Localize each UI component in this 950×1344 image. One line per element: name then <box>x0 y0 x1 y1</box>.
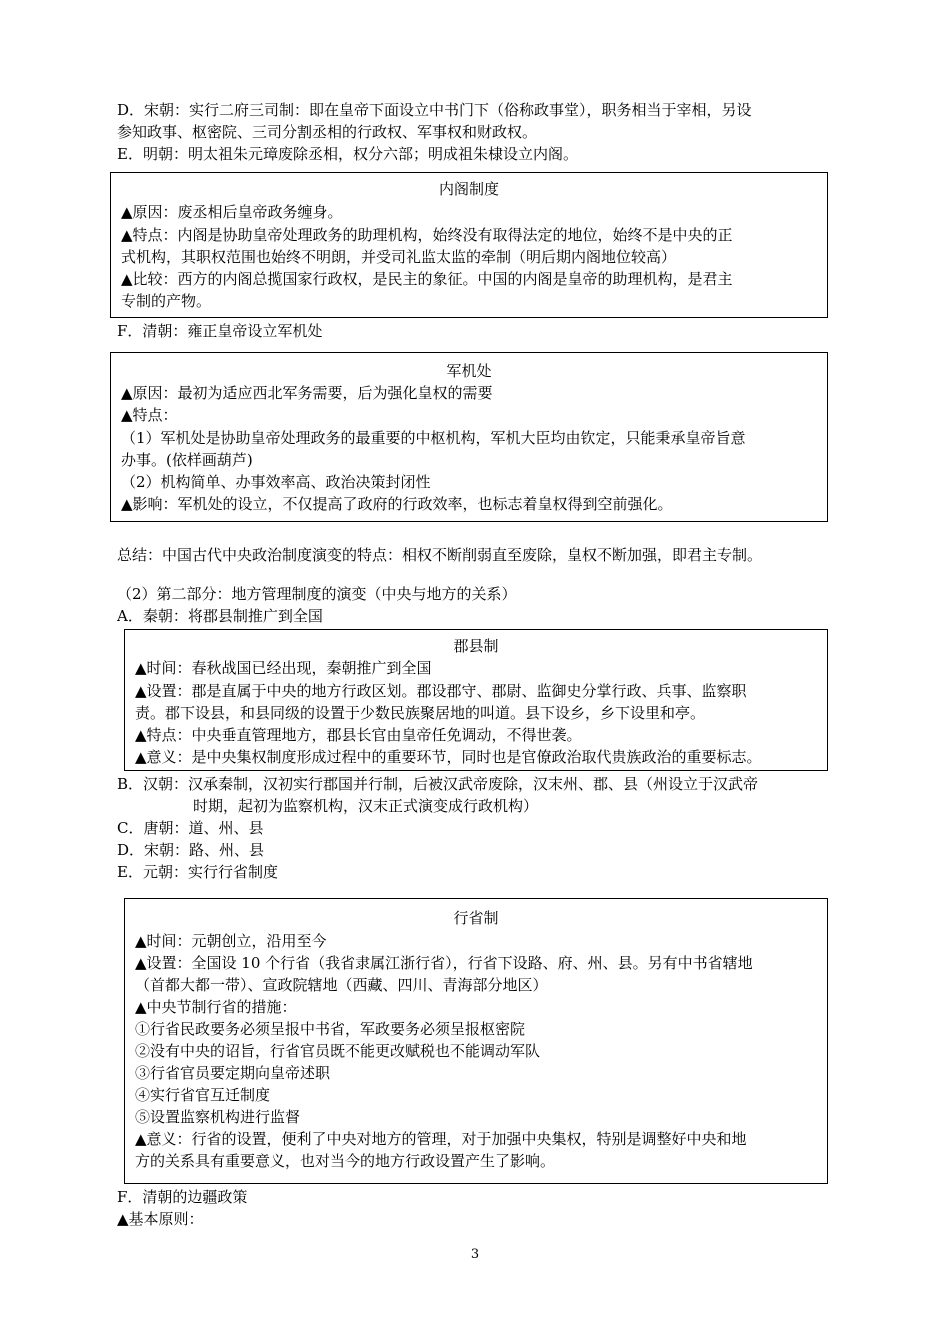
box-junjichu-line: （2）机构简单、办事效率高、政治决策封闭性 <box>121 473 431 491</box>
box-junxian-title: 郡县制 <box>453 637 499 655</box>
box-neige-line: 专制的产物。 <box>121 292 212 310</box>
box-xingsheng-title: 行省制 <box>453 909 499 927</box>
box-junjichu-line: 办事。(依样画葫芦) <box>121 451 253 469</box>
text-basic-principle: ▲基本原则： <box>117 1210 204 1228</box>
text-tang-line: C．唐朝：道、州、县 <box>117 819 264 837</box>
box-junxian-line: 责。郡下设县，和县同级的设置于少数民族聚居地的叫道。县下设乡，乡下设里和亭。 <box>135 704 706 722</box>
box-junjichu-line: ▲特点： <box>121 406 178 424</box>
text-han-line1: B．汉朝：汉承秦制，汉初实行郡国并行制，后被汉武帝废除，汉末州、郡、县（州设立于汉武帝 <box>117 775 759 793</box>
box-xingsheng-line: （首都大都一带）、宣政院辖地（西藏、四川、青海部分地区） <box>135 976 548 994</box>
box-junjichu-line: ▲原因：最初为适应西北军务需要，后为强化皇权的需要 <box>121 384 493 402</box>
box-xingsheng-line: ②没有中央的诏旨，行省官员既不能更改赋税也不能调动军队 <box>135 1042 541 1060</box>
box-junjichu-title: 军机处 <box>446 362 492 380</box>
box-xingsheng-line: ③行省官员要定期向皇帝述职 <box>135 1064 331 1082</box>
box-junjichu <box>110 352 828 522</box>
text-part2-heading: （2）第二部分：地方管理制度的演变（中央与地方的关系） <box>117 585 517 603</box>
box-xingsheng-line: 方的关系具有重要意义，也对当今的地方行政设置产生了影响。 <box>135 1152 556 1170</box>
box-junxian <box>124 629 828 771</box>
box-junjichu-line: （1）军机处是协助皇帝处理政务的最重要的中枢机构，军机大臣均由钦定，只能秉承皇帝旨意 <box>121 429 746 447</box>
box-xingsheng-line: ▲设置：全国设 10 个行省（我省隶属江浙行省），行省下设路、府、州、县。另有中书省辖地 <box>135 954 753 972</box>
text-song-line1: D．宋朝：实行二府三司制：即在皇帝下面设立中书门下（俗称政事堂），职务相当于宰相，另设 <box>117 101 752 119</box>
box-junxian-line: ▲特点：中央垂直管理地方，郡县长官由皇帝任免调动，不得世袭。 <box>135 726 582 744</box>
box-neige-line: ▲比较：西方的内阁总揽国家行政权，是民主的象征。中国的内阁是皇帝的助理机构，是君主 <box>121 270 733 288</box>
box-neige-line: ▲特点：内阁是协助皇帝处理政务的助理机构，始终没有取得法定的地位，始终不是中央的正 <box>121 226 733 244</box>
box-neige-system <box>110 172 828 318</box>
text-yuan-line: E．元朝：实行行省制度 <box>117 863 278 881</box>
box-xingsheng-line: ①行省民政要务必须呈报中书省，军政要务必须呈报枢密院 <box>135 1020 526 1038</box>
text-qin-junxian: A．秦朝：将郡县制推广到全国 <box>117 607 323 625</box>
box-junxian-line: ▲时间：春秋战国已经出现，秦朝推广到全国 <box>135 659 432 677</box>
box-neige-line: 式机构，其职权范围也始终不明朗，并受司礼监太监的牵制（明后期内阁地位较高） <box>121 248 677 266</box>
text-song-local-line: D．宋朝：路、州、县 <box>117 841 265 859</box>
text-ming-line: E．明朝：明太祖朱元璋废除丞相，权分六部；明成祖朱棣设立内阁。 <box>117 145 578 163</box>
box-xingsheng-line: ▲中央节制行省的措施： <box>135 998 297 1016</box>
box-junjichu-line: ▲影响：军机处的设立，不仅提高了政府的行政效率，也标志着皇权得到空前强化。 <box>121 495 673 513</box>
text-qing-frontier: F．清朝的边疆政策 <box>117 1188 248 1206</box>
page-number: 3 <box>470 1247 480 1262</box>
text-song-line2: 参知政事、枢密院、三司分割丞相的行政权、军事权和财政权。 <box>117 123 538 141</box>
box-junxian-line: ▲意义：是中央集权制度形成过程中的重要环节，同时也是官僚政治取代贵族政治的重要标志。 <box>135 748 762 766</box>
box-junxian-line: ▲设置：郡是直属于中央的地方行政区划。郡设郡守、郡尉、监御史分掌行政、兵事、监察职 <box>135 682 747 700</box>
box-xingsheng-line: ④实行省官互迁制度 <box>135 1086 271 1104</box>
box-xingsheng-line: ▲时间：元朝创立，沿用至今 <box>135 932 327 950</box>
box-neige-line: ▲原因：废丞相后皇帝政务缠身。 <box>121 203 343 221</box>
text-summary: 总结：中国古代中央政治制度演变的特点：相权不断削弱直至废除，皇权不断加强，即君主专制。 <box>117 546 763 564</box>
text-han-line2: 时期，起初为监察机构，汉末正式演变成行政机构） <box>193 797 539 815</box>
box-xingsheng-line: ⑤设置监察机构进行监督 <box>135 1108 301 1126</box>
box-xingsheng-line: ▲意义：行省的设置，便利了中央对地方的管理，对于加强中央集权，特别是调整好中央和地 <box>135 1130 747 1148</box>
box-xingsheng <box>124 898 828 1184</box>
box-neige-title: 内阁制度 <box>438 180 499 198</box>
text-qing-junjichu: F．清朝：雍正皇帝设立军机处 <box>117 322 323 340</box>
